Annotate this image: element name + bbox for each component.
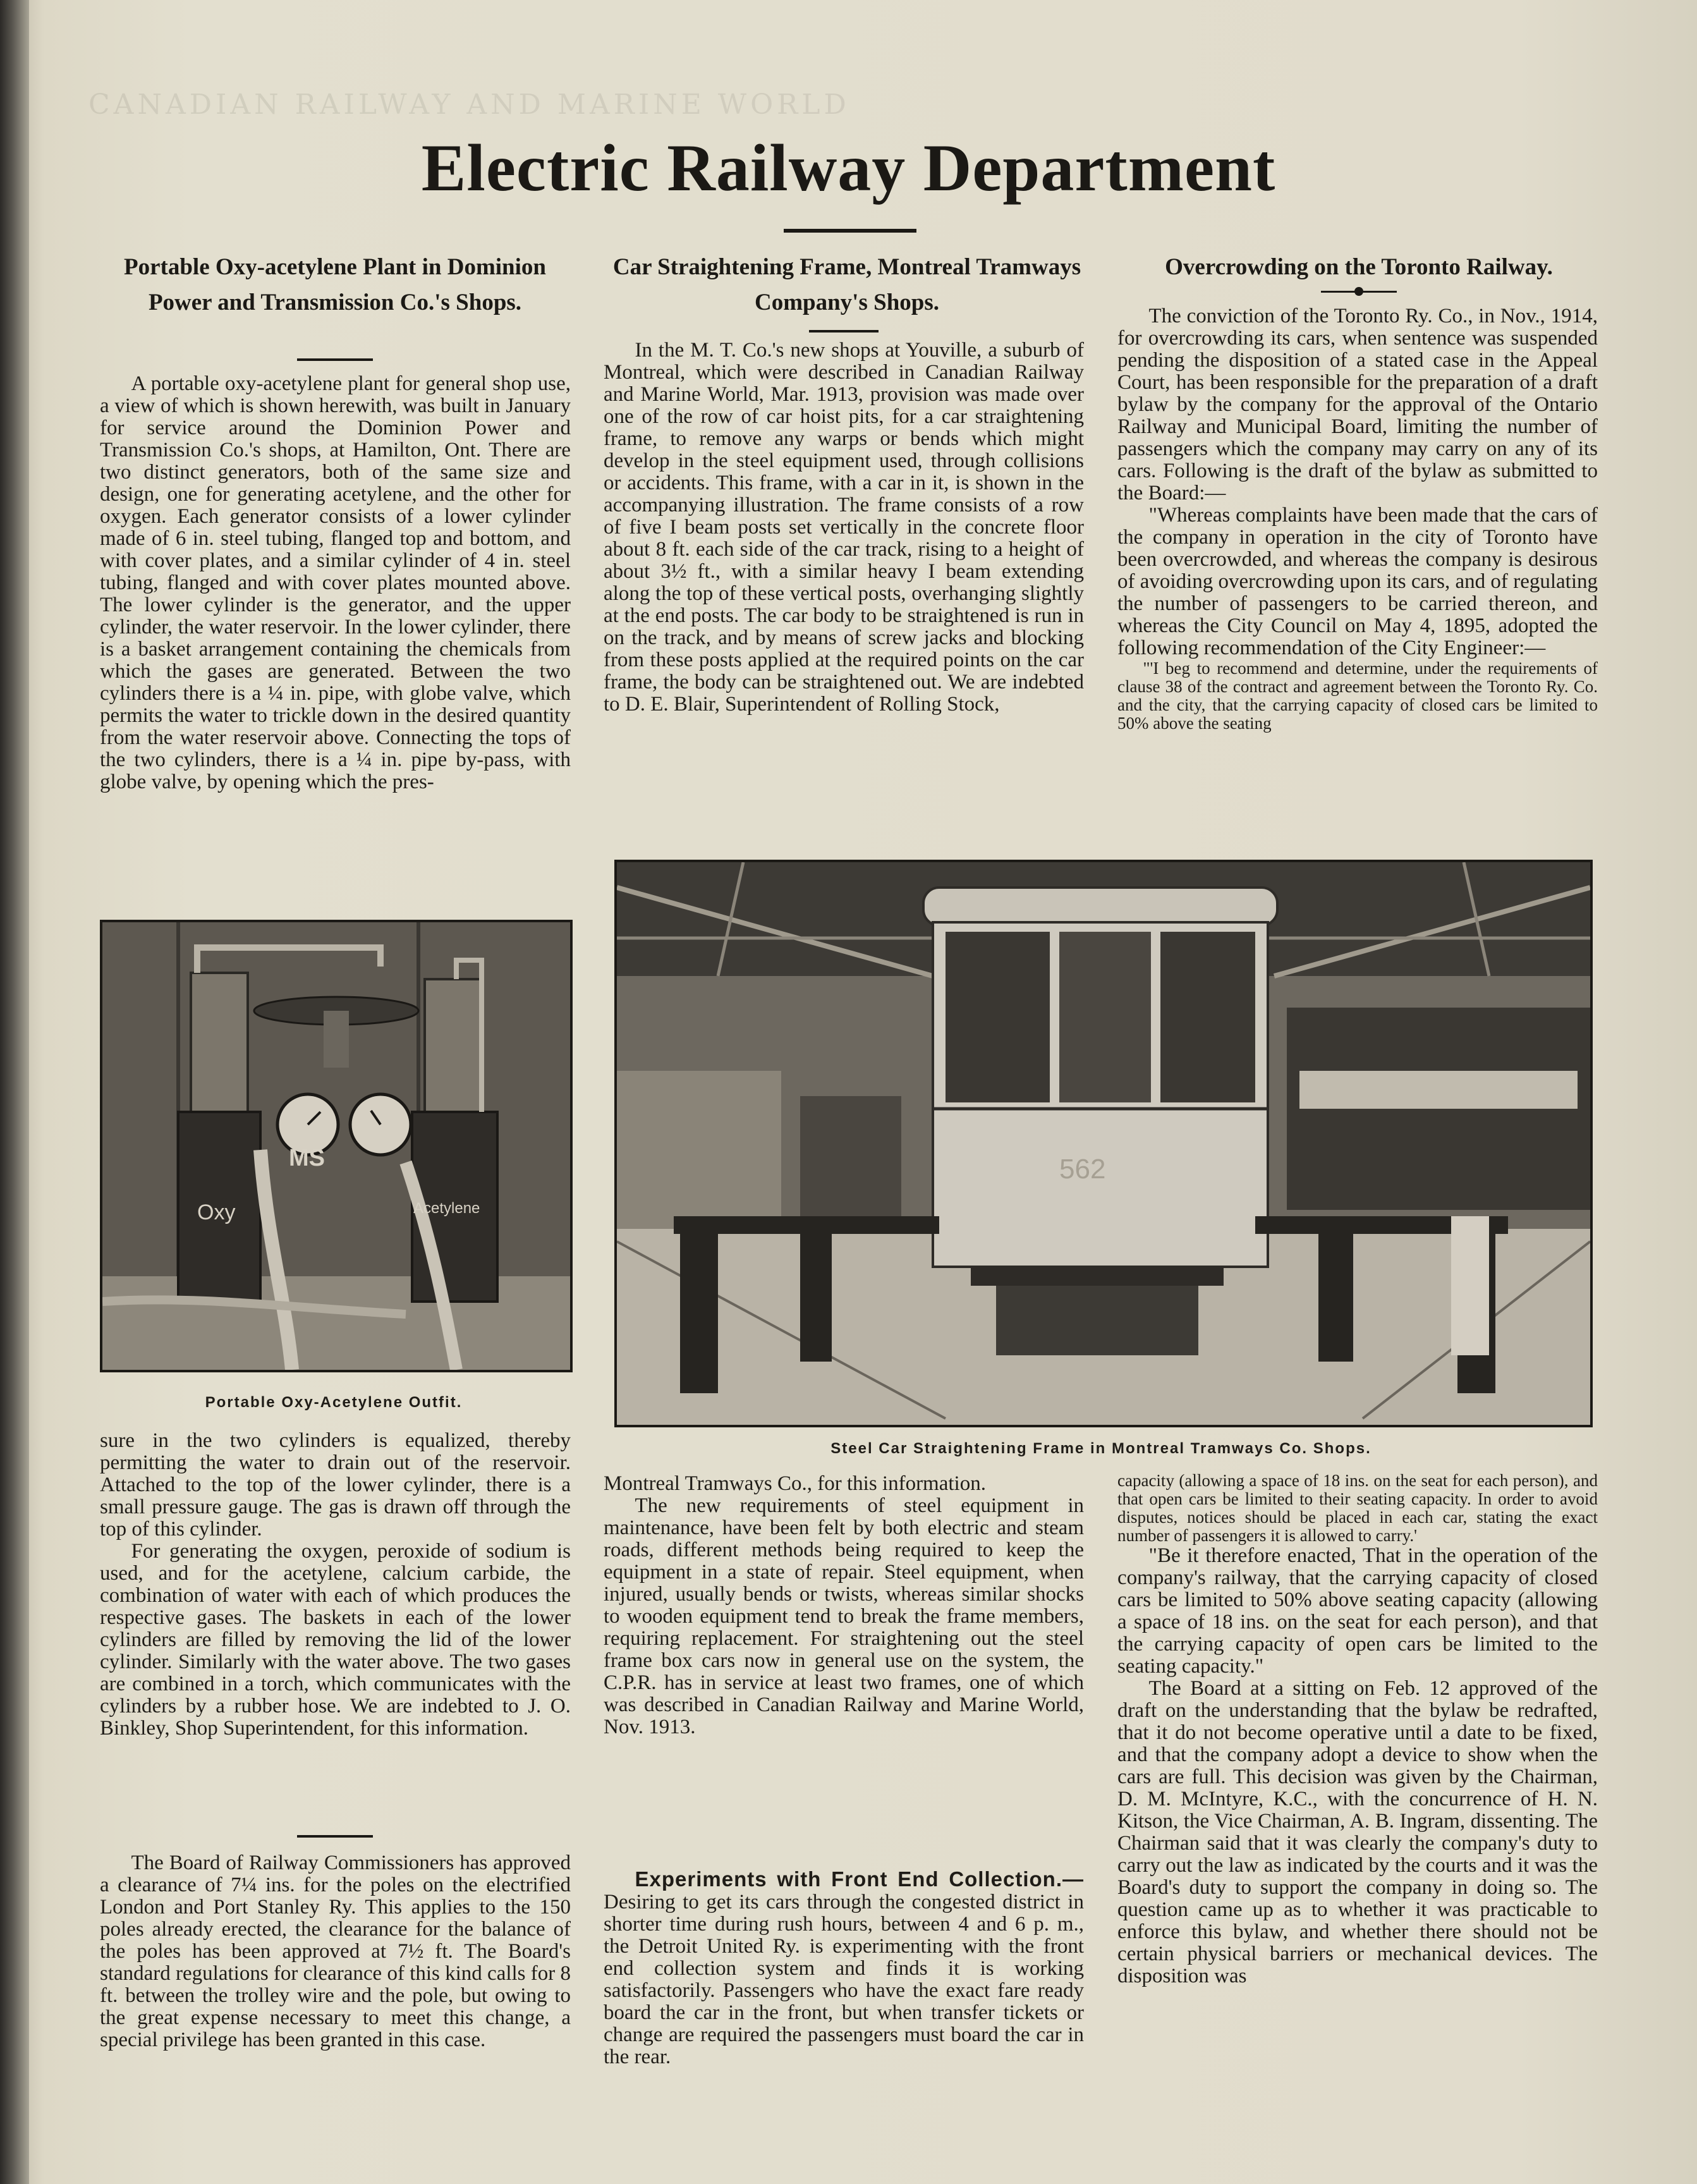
paragraph: "Whereas complaints have been made that the cars of the company in operation in the city of Toronto have been overcrowded, and whereas the company is desirous of avoiding overcrowding upon its cars, and of regulating the number of passengers to be carried thereon, and whereas the City Council on May 4, 1895, adopted the following recommendation of the City Engineer:— xyxy=(1117,504,1598,659)
paragraph: The conviction of the Toronto Ry. Co., in Nov., 1914, for overcrowding its cars, when sentence was suspended pending the disposition of a stated case in the Appeal Court, has been responsible for the preparation of a draft bylaw by the company for the approval of the Ontario Railway and Municipal Board, limiting the number of passengers which the company may carry on any of its cars. Following is the draft of the bylaw as submitted to the Board:— xyxy=(1117,305,1598,504)
run-in-heading: Experiments with Front End Collection.— xyxy=(635,1867,1084,1891)
heading-rule xyxy=(297,358,373,361)
paragraph: "Be it therefore enacted, That in the operation of the company's railway, that the carrying capacity of closed cars be limited to 50% above seating capacity (allowing a space of 18 ins. on the seat for each person), and that the carrying capacity of open cars be limited to the seating capacity." xyxy=(1117,1544,1598,1678)
board-column xyxy=(100,1852,571,2051)
paragraph: The Board of Railway Commissioners has approved a clearance of 7¼ ins. for the poles on the electrified London and Port Stanley Ry. This applies to the 150 poles already erected, the clearance for the balance of the poles has been approved at 7½ ft. The Board's standard regulations for clearance of this kind calls for 8 ft. between the trolley wire and the pole, but owing to the great expense necessary to meet this change, a special privilege has been granted in this case. xyxy=(100,1852,571,2051)
toronto-column-bottom xyxy=(1117,1472,1598,1987)
paragraph: A portable oxy-acetylene plant for general shop use, a view of which is shown herewith, was built in January for service around the Dominion Power and Transmission Co.'s shops, at Hamilton, Ont. There are two distinct generators, both of the same size and design, one for generating acetylene, and the other for oxygen. Each generator consists of a lower cylinder made of 6 in. steel tubing, flanged top and bottom, and with cover plates, and a similar cylinder of 4 in. steel tubing, flanged and with cover plates mounted above. The lower cylinder is the generator, and the upper cylinder, the water reservoir. In the lower cylinder, there is a basket arrangement containing the chemicals from which the gases are generated. Between the two cylinders there is a ¼ in. pipe, with globe valve, which permits the water to trickle down in the desired quantity from the water reservoir above. Connecting the tops of the two cylinders, there is a ¼ in. pipe by-pass, with globe valve, by opening which the pres- xyxy=(100,372,571,793)
toronto-column-top xyxy=(1117,305,1598,733)
paragraph: Montreal Tramways Co., for this information. xyxy=(604,1472,986,1495)
oxy-column-bottom xyxy=(100,1430,571,1740)
car-straightening-illustration xyxy=(617,862,1590,1425)
frame-column-top xyxy=(604,339,1084,716)
section-rule xyxy=(297,1835,373,1838)
paragraph: The new requirements of steel equipment in maintenance, have been felt by both electric and steam roads, different methods being required to keep the equipment in a state of repair. Steel equipment, when injured, usually bends or twists, whereas similar shocks to wooden equipment tend to break the frame members, requiring replacement. For straightening out the steel frame box cars now in general use on the system, the C.P.R. has in service at least two frames, one of which was described in Canadian Railway and Marine World, Nov. 1913. xyxy=(604,1494,1084,1738)
heading-rule xyxy=(809,330,879,332)
frontend-column xyxy=(604,1868,1084,2068)
paragraph xyxy=(604,1868,1084,2068)
car-number: 562 xyxy=(1059,1154,1106,1185)
title-rule xyxy=(784,229,916,233)
oxy-acetylene-photo xyxy=(100,920,573,1372)
paragraph-text: Desiring to get its cars through the congested district in shorter time during rush hours, between 4 and 6 p. m., the Detroit United Ry. is experimenting with the front end collection system and finds it is working satisfactorily. Passengers who have the exact fare ready board the car in the front, but when transfer tickets or change are required the passengers must board the car in the rear. xyxy=(604,1891,1084,2068)
car-photo-caption: Steel Car Straightening Frame in Montreal Tramways Co. Shops. xyxy=(830,1440,1372,1457)
page-title: Electric Railway Department xyxy=(421,131,1276,205)
paragraph: The Board at a sitting on Feb. 12 approved of the draft on the understanding that the bylaw be redrafted, that it do not become operative until a date to be fixed, and that the company adopt a device to show when the cars are full. This decision was given by the Chairman, D. M. McIntyre, K.C., with the concurrence of H. N. Kitson, the Vice Chairman, A. B. Ingram, dissenting. The Chairman said that it was clearly the company's duty to carry out the law as indicated by the courts and it was the Board's duty to support the company in doing so. The question came up as to whether it was practicable to enforce this bylaw, and whether there should not be certain physical barriers or mechanical devices. The disposition was xyxy=(1117,1677,1598,1987)
oxy-acetylene-illustration xyxy=(102,922,570,1370)
stencil-mark: MS xyxy=(289,1145,325,1171)
paragraph: sure in the two cylinders is equalized, thereby permitting the water to drain out of the reservoir. Attached to the top of the lower cylinder, there is a small pressure gauge. The gas is drawn off through the top of this cylinder. xyxy=(100,1429,571,1540)
heading-car-straightening: Car Straightening Frame, Montreal Tramways Company's Shops. xyxy=(612,254,1081,315)
quoted-recommendation: "'I beg to recommend and determine, under the requirements of clause 38 of the contract and agreement between the Toronto Ry. Co. and the city, that the carrying capacity of closed cars be limited to 50% above the seating xyxy=(1117,659,1598,733)
oxy-photo-caption: Portable Oxy-Acetylene Outfit. xyxy=(205,1394,463,1411)
oxy-column-top xyxy=(100,373,571,793)
paragraph: For generating the oxygen, peroxide of sodium is used, and for the acetylene, calcium carbide, the combination of water with each of which produces the respective gases. The baskets in each of the lower cylinders are filled by removing the lid of the lower cylinder. Similarly with the water above. The two gases are combined in a torch, which communicates with the cylinders by a rubber hose. We are indebted to J. O. Binkley, Shop Superintendent, for this information. xyxy=(100,1540,571,1740)
quoted-recommendation-continued: capacity (allowing a space of 18 ins. on the seat for each person), and that open cars be limited to their seating capacity. In order to avoid disputes, notices should be placed in each car, stating the exact number of passengers it is allowed to carry.' xyxy=(1117,1471,1598,1545)
frame-column-bottom xyxy=(604,1473,1084,1738)
bleed-through-header: CANADIAN RAILWAY AND MARINE WORLD xyxy=(88,88,850,121)
car-straightening-photo xyxy=(614,860,1593,1427)
acetylene-label: Acetylene xyxy=(413,1200,480,1217)
heading-oxy-acetylene: Portable Oxy-acetylene Plant in Dominion Power and Transmission Co.'s Shops. xyxy=(124,254,546,315)
oxy-label: Oxy xyxy=(197,1200,236,1224)
heading-ornament xyxy=(1354,287,1363,296)
paragraph: In the M. T. Co.'s new shops at Youville, a suburb of Montreal, which were described in Canadian Railway and Marine World, Mar. 1913, provision was made over one of the row of car hoist pits, for a car straightening frame, to remove any warps or bends which might develop in the steel equipment used, through collisions or accidents. This frame, with a car in it, is shown in the accompanying illustration. The frame consists of a row of five I beam posts set vertically in the concrete floor about 8 ft. each side of the car track, rising to a height of about 3½ ft., with a similar heavy I beam extending along the top of these vertical posts, overhanging slightly at the end posts. The car body to be straightened is run in on the track, and by means of screw jacks and blocking from these posts applied at the required points on the car frame, the body can be straightened out. We are indebted to D. E. Blair, Superintendent of Rolling Stock, xyxy=(604,339,1084,716)
heading-toronto-overcrowding: Overcrowding on the Toronto Railway. xyxy=(1165,254,1553,280)
page-gutter xyxy=(0,0,29,2184)
